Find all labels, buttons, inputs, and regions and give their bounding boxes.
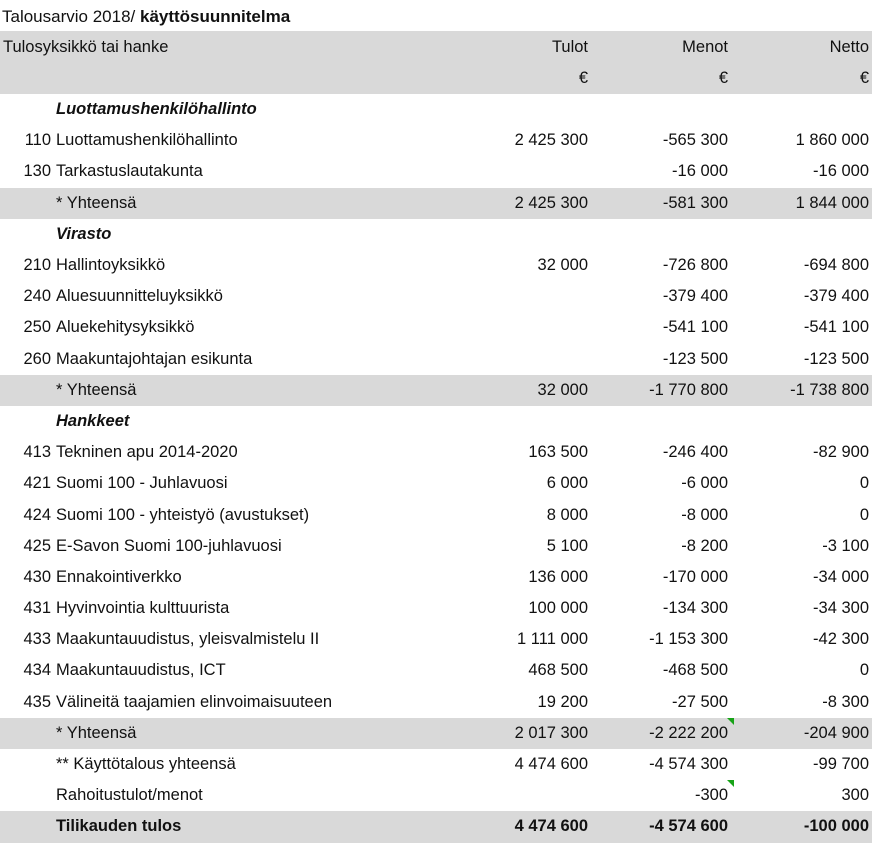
unit-code: 435 bbox=[23, 692, 51, 711]
unit-code: 424 bbox=[23, 505, 51, 524]
subtotal-row bbox=[0, 375, 872, 406]
tulot-value: 163 500 bbox=[528, 443, 589, 462]
table-row bbox=[0, 655, 872, 686]
tulot-value bbox=[440, 281, 594, 312]
unit-name: Maakuntauudistus, ICT bbox=[56, 661, 226, 680]
menot-value: -468 500 bbox=[662, 661, 729, 680]
document-title bbox=[2, 5, 290, 29]
tulot-value: 32 000 bbox=[440, 375, 594, 406]
table-row bbox=[0, 468, 872, 499]
currency-menot: € bbox=[594, 63, 734, 94]
title-plan-text: käyttösuunnitelma bbox=[139, 7, 291, 26]
table-row bbox=[0, 624, 872, 655]
table-row bbox=[0, 562, 872, 593]
menot-value: -1 770 800 bbox=[594, 375, 734, 406]
netto-value: -379 400 bbox=[803, 287, 870, 306]
netto-value: 0 bbox=[859, 661, 870, 680]
netto-value: 0 bbox=[859, 505, 870, 524]
menot-value: -6 000 bbox=[681, 474, 729, 493]
currency-header-row bbox=[0, 63, 872, 94]
total-row bbox=[0, 811, 872, 842]
unit-name: Tarkastuslautakunta bbox=[56, 162, 203, 181]
unit-name: Välineitä taajamien elinvoimaisuuteen bbox=[56, 692, 333, 711]
header-tulot: Tulot bbox=[440, 31, 594, 63]
section-title: Virasto bbox=[56, 224, 112, 243]
menot-value: -27 500 bbox=[672, 692, 729, 711]
comment-indicator-icon[interactable] bbox=[727, 718, 734, 725]
unit-code: 413 bbox=[23, 443, 51, 462]
unit-name: Hyvinvointia kulttuurista bbox=[56, 599, 230, 618]
menot-value: -581 300 bbox=[594, 188, 734, 219]
subtotal-label: * Yhteensä bbox=[54, 718, 440, 749]
netto-value: 1 844 000 bbox=[734, 188, 872, 219]
section-title-row bbox=[0, 94, 872, 125]
netto-value: -541 100 bbox=[803, 318, 870, 337]
table-row bbox=[0, 531, 872, 562]
netto-value: -3 100 bbox=[822, 536, 870, 555]
netto-value: 1 860 000 bbox=[795, 131, 870, 150]
menot-value: -2 222 200 bbox=[649, 723, 729, 742]
netto-value: -694 800 bbox=[803, 256, 870, 275]
unit-code: 110 bbox=[24, 131, 51, 150]
summary-label: Rahoitustulot/menot bbox=[56, 786, 203, 805]
tulot-value: 2 017 300 bbox=[440, 718, 594, 749]
menot-value-commented[interactable] bbox=[594, 718, 734, 749]
section-title: Hankkeet bbox=[56, 411, 130, 430]
menot-value: -300 bbox=[694, 786, 729, 805]
tulot-value: 136 000 bbox=[528, 567, 589, 586]
netto-value: -8 300 bbox=[822, 692, 870, 711]
comment-indicator-icon[interactable] bbox=[727, 780, 734, 787]
unit-code: 434 bbox=[23, 661, 51, 680]
menot-value: -8 200 bbox=[681, 536, 729, 555]
tulot-value: 2 425 300 bbox=[514, 131, 589, 150]
unit-name: Suomi 100 - yhteistyö (avustukset) bbox=[56, 505, 310, 524]
menot-value: -4 574 600 bbox=[594, 811, 734, 842]
currency-tulot: € bbox=[440, 63, 594, 94]
tulot-value: 6 000 bbox=[546, 474, 589, 493]
unit-code: 240 bbox=[23, 287, 51, 306]
netto-value: -100 000 bbox=[734, 811, 872, 842]
unit-code: 260 bbox=[23, 349, 51, 368]
table-row bbox=[0, 437, 872, 468]
subtotal-row bbox=[0, 188, 872, 219]
unit-code: 431 bbox=[23, 599, 51, 618]
unit-code: 430 bbox=[23, 567, 51, 586]
tulot-value bbox=[440, 344, 594, 375]
table-row bbox=[0, 281, 872, 312]
unit-code: 433 bbox=[23, 630, 51, 649]
unit-name: Maakuntauudistus, yleisvalmistelu II bbox=[56, 630, 320, 649]
unit-name: Aluekehitysyksikkö bbox=[56, 318, 195, 337]
tulot-value: 8 000 bbox=[546, 505, 589, 524]
tulot-value bbox=[440, 312, 594, 343]
unit-code: 421 bbox=[23, 474, 51, 493]
tulot-value: 100 000 bbox=[528, 599, 589, 618]
table-row bbox=[0, 250, 872, 281]
table-row bbox=[0, 344, 872, 375]
table-row bbox=[0, 312, 872, 343]
unit-code: 210 bbox=[23, 256, 51, 275]
menot-value: -565 300 bbox=[662, 131, 729, 150]
table-row bbox=[0, 125, 872, 156]
tulot-value bbox=[440, 780, 594, 811]
netto-value: 0 bbox=[859, 474, 870, 493]
netto-value: -42 300 bbox=[813, 630, 870, 649]
table-row bbox=[0, 499, 872, 530]
tulot-value: 4 474 600 bbox=[514, 755, 589, 774]
menot-value: -170 000 bbox=[662, 567, 729, 586]
netto-value: -34 000 bbox=[813, 567, 870, 586]
table-row bbox=[0, 156, 872, 187]
unit-code: 425 bbox=[23, 536, 51, 555]
menot-value: -1 153 300 bbox=[649, 630, 729, 649]
menot-value: -16 000 bbox=[672, 162, 729, 181]
menot-value: -379 400 bbox=[662, 287, 729, 306]
menot-value: -8 000 bbox=[681, 505, 729, 524]
netto-value: -82 900 bbox=[813, 443, 870, 462]
header-menot: Menot bbox=[594, 31, 734, 63]
summary-row bbox=[0, 749, 872, 780]
menot-value: -246 400 bbox=[662, 443, 729, 462]
tulot-value: 19 200 bbox=[537, 692, 589, 711]
column-header-row bbox=[0, 31, 872, 63]
tulot-value: 4 474 600 bbox=[440, 811, 594, 842]
netto-value: -204 900 bbox=[734, 718, 872, 749]
unit-name: E-Savon Suomi 100-juhlavuosi bbox=[56, 536, 282, 555]
tulot-value: 468 500 bbox=[528, 661, 589, 680]
subtotal-row bbox=[0, 718, 872, 749]
unit-name: Maakuntajohtajan esikunta bbox=[56, 349, 253, 368]
total-label: Tilikauden tulos bbox=[54, 811, 440, 842]
menot-value-commented[interactable] bbox=[594, 780, 734, 811]
section-title-row bbox=[0, 219, 872, 250]
netto-value: -34 300 bbox=[813, 599, 870, 618]
section-title-row bbox=[0, 406, 872, 437]
header-unit: Tulosyksikkö tai hanke bbox=[0, 31, 440, 63]
header-netto: Netto bbox=[734, 31, 872, 63]
summary-row bbox=[0, 780, 872, 811]
netto-value: 300 bbox=[841, 786, 870, 805]
subtotal-label: * Yhteensä bbox=[54, 188, 440, 219]
unit-name: Ennakointiverkko bbox=[56, 567, 182, 586]
unit-name: Aluesuunnitteluyksikkö bbox=[56, 287, 223, 306]
menot-value: -726 800 bbox=[662, 256, 729, 275]
netto-value: -123 500 bbox=[803, 349, 870, 368]
unit-name: Suomi 100 - Juhlavuosi bbox=[56, 474, 228, 493]
unit-code: 130 bbox=[23, 162, 51, 181]
unit-name: Hallintoyksikkö bbox=[56, 256, 166, 275]
tulot-value: 32 000 bbox=[537, 256, 589, 275]
tulot-value: 2 425 300 bbox=[440, 188, 594, 219]
table-row bbox=[0, 687, 872, 718]
tulot-value: 1 111 000 bbox=[517, 630, 589, 649]
budget-table bbox=[0, 31, 872, 843]
menot-value: -123 500 bbox=[662, 349, 729, 368]
netto-value: -16 000 bbox=[813, 162, 870, 181]
unit-name: Tekninen apu 2014-2020 bbox=[56, 443, 238, 462]
currency-netto: € bbox=[734, 63, 872, 94]
tulot-value bbox=[440, 156, 594, 187]
menot-value: -541 100 bbox=[662, 318, 729, 337]
tulot-value: 5 100 bbox=[546, 536, 589, 555]
netto-value: -1 738 800 bbox=[734, 375, 872, 406]
unit-code: 250 bbox=[23, 318, 51, 337]
unit-name: Luottamushenkilöhallinto bbox=[56, 131, 238, 150]
section-title: Luottamushenkilöhallinto bbox=[56, 100, 257, 119]
menot-value: -134 300 bbox=[662, 599, 729, 618]
summary-label: ** Käyttötalous yhteensä bbox=[56, 755, 236, 774]
netto-value: -99 700 bbox=[813, 755, 870, 774]
table-row bbox=[0, 593, 872, 624]
subtotal-label: * Yhteensä bbox=[54, 375, 440, 406]
title-year-text: Talousarvio 2018/ bbox=[2, 7, 140, 26]
menot-value: -4 574 300 bbox=[649, 755, 729, 774]
